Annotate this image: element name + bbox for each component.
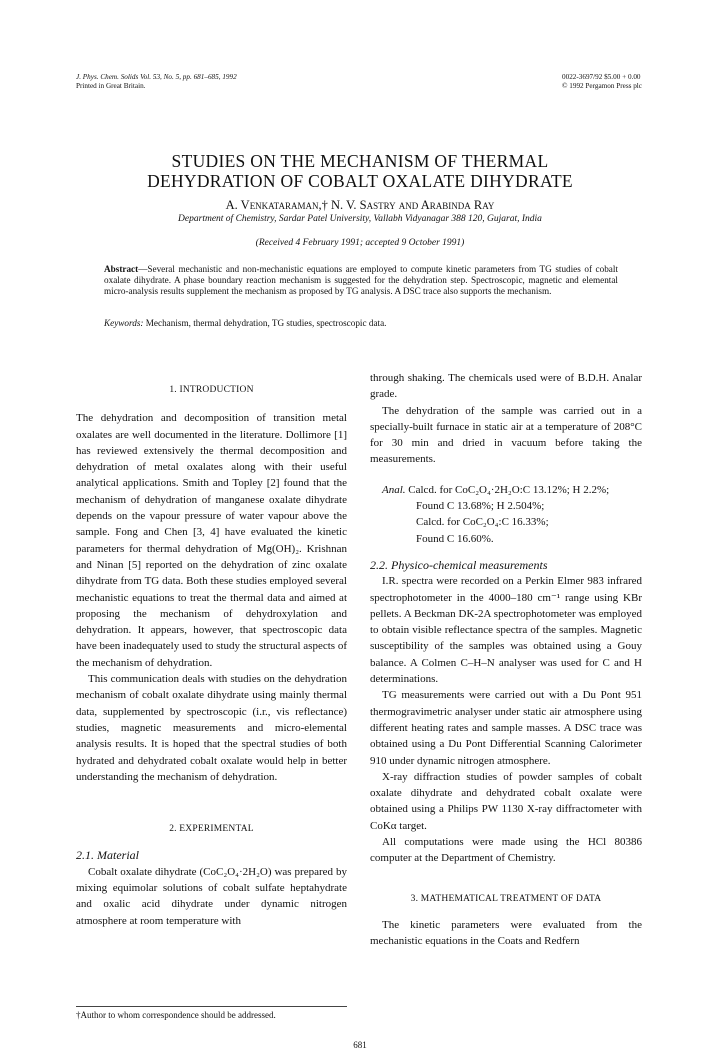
journal-citation: J. Phys. Chem. Solids Vol. 53, No. 5, pp. 681–685, 1992 (76, 73, 237, 81)
subsection-material: 2.1. Material (76, 848, 139, 863)
intro-paragraph-2: This communication deals with studies on the dehydration mechanism of cobalt oxalate dihydrate using mainly thermal data, supplemented by spectroscopic (i.r., vis reflectance) studies, magnetic measurements and micro-elemental analysis results. It is hoped that the spectral studies of both hydrated and dehydrated cobalt oxalate would help in better understanding the mechanism of dehydration. (76, 673, 347, 783)
copyright: © 1992 Pergamon Press plc (562, 82, 642, 90)
title-line-1: STUDIES ON THE MECHANISM OF THERMAL (171, 151, 549, 171)
xray-paragraph: X-ray diffraction studies of powder samples of cobalt oxalate dihydrate and dehydrated cobalt oxalate were obtained using a Philips PW 1130 X-ray diffractometer with CoKα target. (370, 770, 642, 832)
paper-title (0, 151, 720, 191)
section-heading-experimental: 2. EXPERIMENTAL (169, 824, 254, 835)
ir-paragraph: I.R. spectra were recorded on a Perkin Elmer 983 infrared spectrophotometer in the 4000–180 cm⁻¹ range using KBr pellets. A Beckman DK-2A spectrophotometer was employed to obtain visible reflectance spectra of the samples. Magnetic susceptibility of the samples was obtained using a Gouy balance. A Colmen C–H–N analyser was used for C and H determinations. (370, 575, 642, 686)
title-line-2: DEHYDRATION OF COBALT OXALATE DIHYDRATE (147, 171, 573, 191)
anal-line-3: Calcd. for CoC₂O₄:C 16.33%; (416, 516, 549, 529)
anal-label: Anal. (382, 483, 406, 496)
material-paragraph: Cobalt oxalate dihydrate (CoC₂O₄·2H₂O) was prepared by mixing equimolar solutions of cobalt sulfate heptahydrate and oxalic acid dihydrate under dynamic nitrogen atmosphere at room temperature with (76, 865, 347, 927)
right-column (370, 370, 642, 950)
keywords-text: Mechanism, thermal dehydration, TG studies, spectroscopic data. (143, 318, 387, 328)
anal-line-2: Found C 13.68%; H 2.504%; (416, 500, 545, 513)
journal-header (76, 73, 237, 91)
issn-price: 0022-3697/92 $5.00 + 0.00 (562, 73, 641, 81)
abstract-label: Abstract (104, 264, 139, 274)
abstract (104, 264, 618, 298)
anal-line-4: Found C 16.60%. (416, 532, 494, 545)
printed-in: Printed in Great Britain. (76, 82, 146, 90)
abstract-text: —Several mechanistic and non-mechanistic equations are employed to compute kinetic parameters from TG studies of cobalt oxalate dihydrate. A phase boundary reaction mechanism is suggested for the dehydration step. Spectroscopic, magnetic and elemental micro-analysis results supplement the mechanism as proposed by TG analysis. A DSC trace also supports the mechanism. (104, 264, 618, 297)
tg-paragraph: TG measurements were carried out with a Du Pont 951 thermogravimetric analyser under static air atmosphere using different heating rates and sample masses. A DSC trace was obtained using a Du Pont Differential Scanning Calorimeter 910 under dynamic nitrogen atmosphere. (370, 689, 642, 767)
kinetic-paragraph: The kinetic parameters were evaluated from the mechanistic equations in the Coats and Redfern (370, 918, 642, 948)
subsection-physico-chemical: 2.2. Physico-chemical measurements (370, 557, 548, 572)
section-heading-math: 3. MATHEMATICAL TREATMENT OF DATA (410, 893, 602, 904)
anal-line-1: Calcd. for CoC₂O₄·2H₂O:C 13.12%; H 2.2%; (405, 483, 610, 496)
authors: A. Venkataraman,† N. V. Sastry and Arabinda Ray (225, 198, 495, 212)
section-heading-introduction: 1. INTRODUCTION (169, 385, 254, 395)
affiliation: Department of Chemistry, Sardar Patel University, Vallabh Vidyanagar 388 120, Gujarat, India (178, 214, 542, 224)
keywords (104, 318, 618, 329)
page-number: 681 (353, 1040, 367, 1050)
keywords-label: Keywords: (104, 318, 144, 328)
elemental-analysis (382, 482, 642, 547)
footnote-rule (76, 1006, 347, 1007)
intro-paragraph-1: The dehydration and decomposition of transition metal oxalates are well documented in the literature. Dollimore [1] has reviewed extensively the thermal decomposition and dehydration of metal oxalates along with their useful analytical applications. Smith and Topley [2] found that the mechanism of dehydration of manganese oxalate dihydrate depends on the vapour pressure of water vapour above the sample. Fong and Chen [3, 4] have evaluated the kinetic parameters for thermal dehydration of Mg(OH)₂. Krishnan and Ninan [5] reported on the dehydration of zinc oxalate dihydrate from TG data. Both these studies employed several mechanistic equations to treat the thermal data and aimed at proposing the mechanism of dehydroxylation and dehydration. It appears, however, that spectroscopic data have been inadequately used to study the structural aspects of the mechanism of dehydration. (76, 412, 347, 669)
dehydration-paragraph: The dehydration of the sample was carried out in a specially-built furnace in static air at a temperature of 208°C for 30 min and dried in vacuum before taking the measurements. (370, 404, 642, 466)
computation-paragraph: All computations were made using the HCl 80386 computer at the Department of Chemistry. (370, 836, 642, 865)
publisher-header (562, 73, 642, 91)
left-column (76, 382, 347, 929)
footnote: †Author to whom correspondence should be addressed. (76, 1010, 276, 1020)
received-dates: (Received 4 February 1991; accepted 9 October 1991) (255, 238, 465, 248)
continued-paragraph: through shaking. The chemicals used were of B.D.H. Analar grade. (370, 372, 642, 401)
